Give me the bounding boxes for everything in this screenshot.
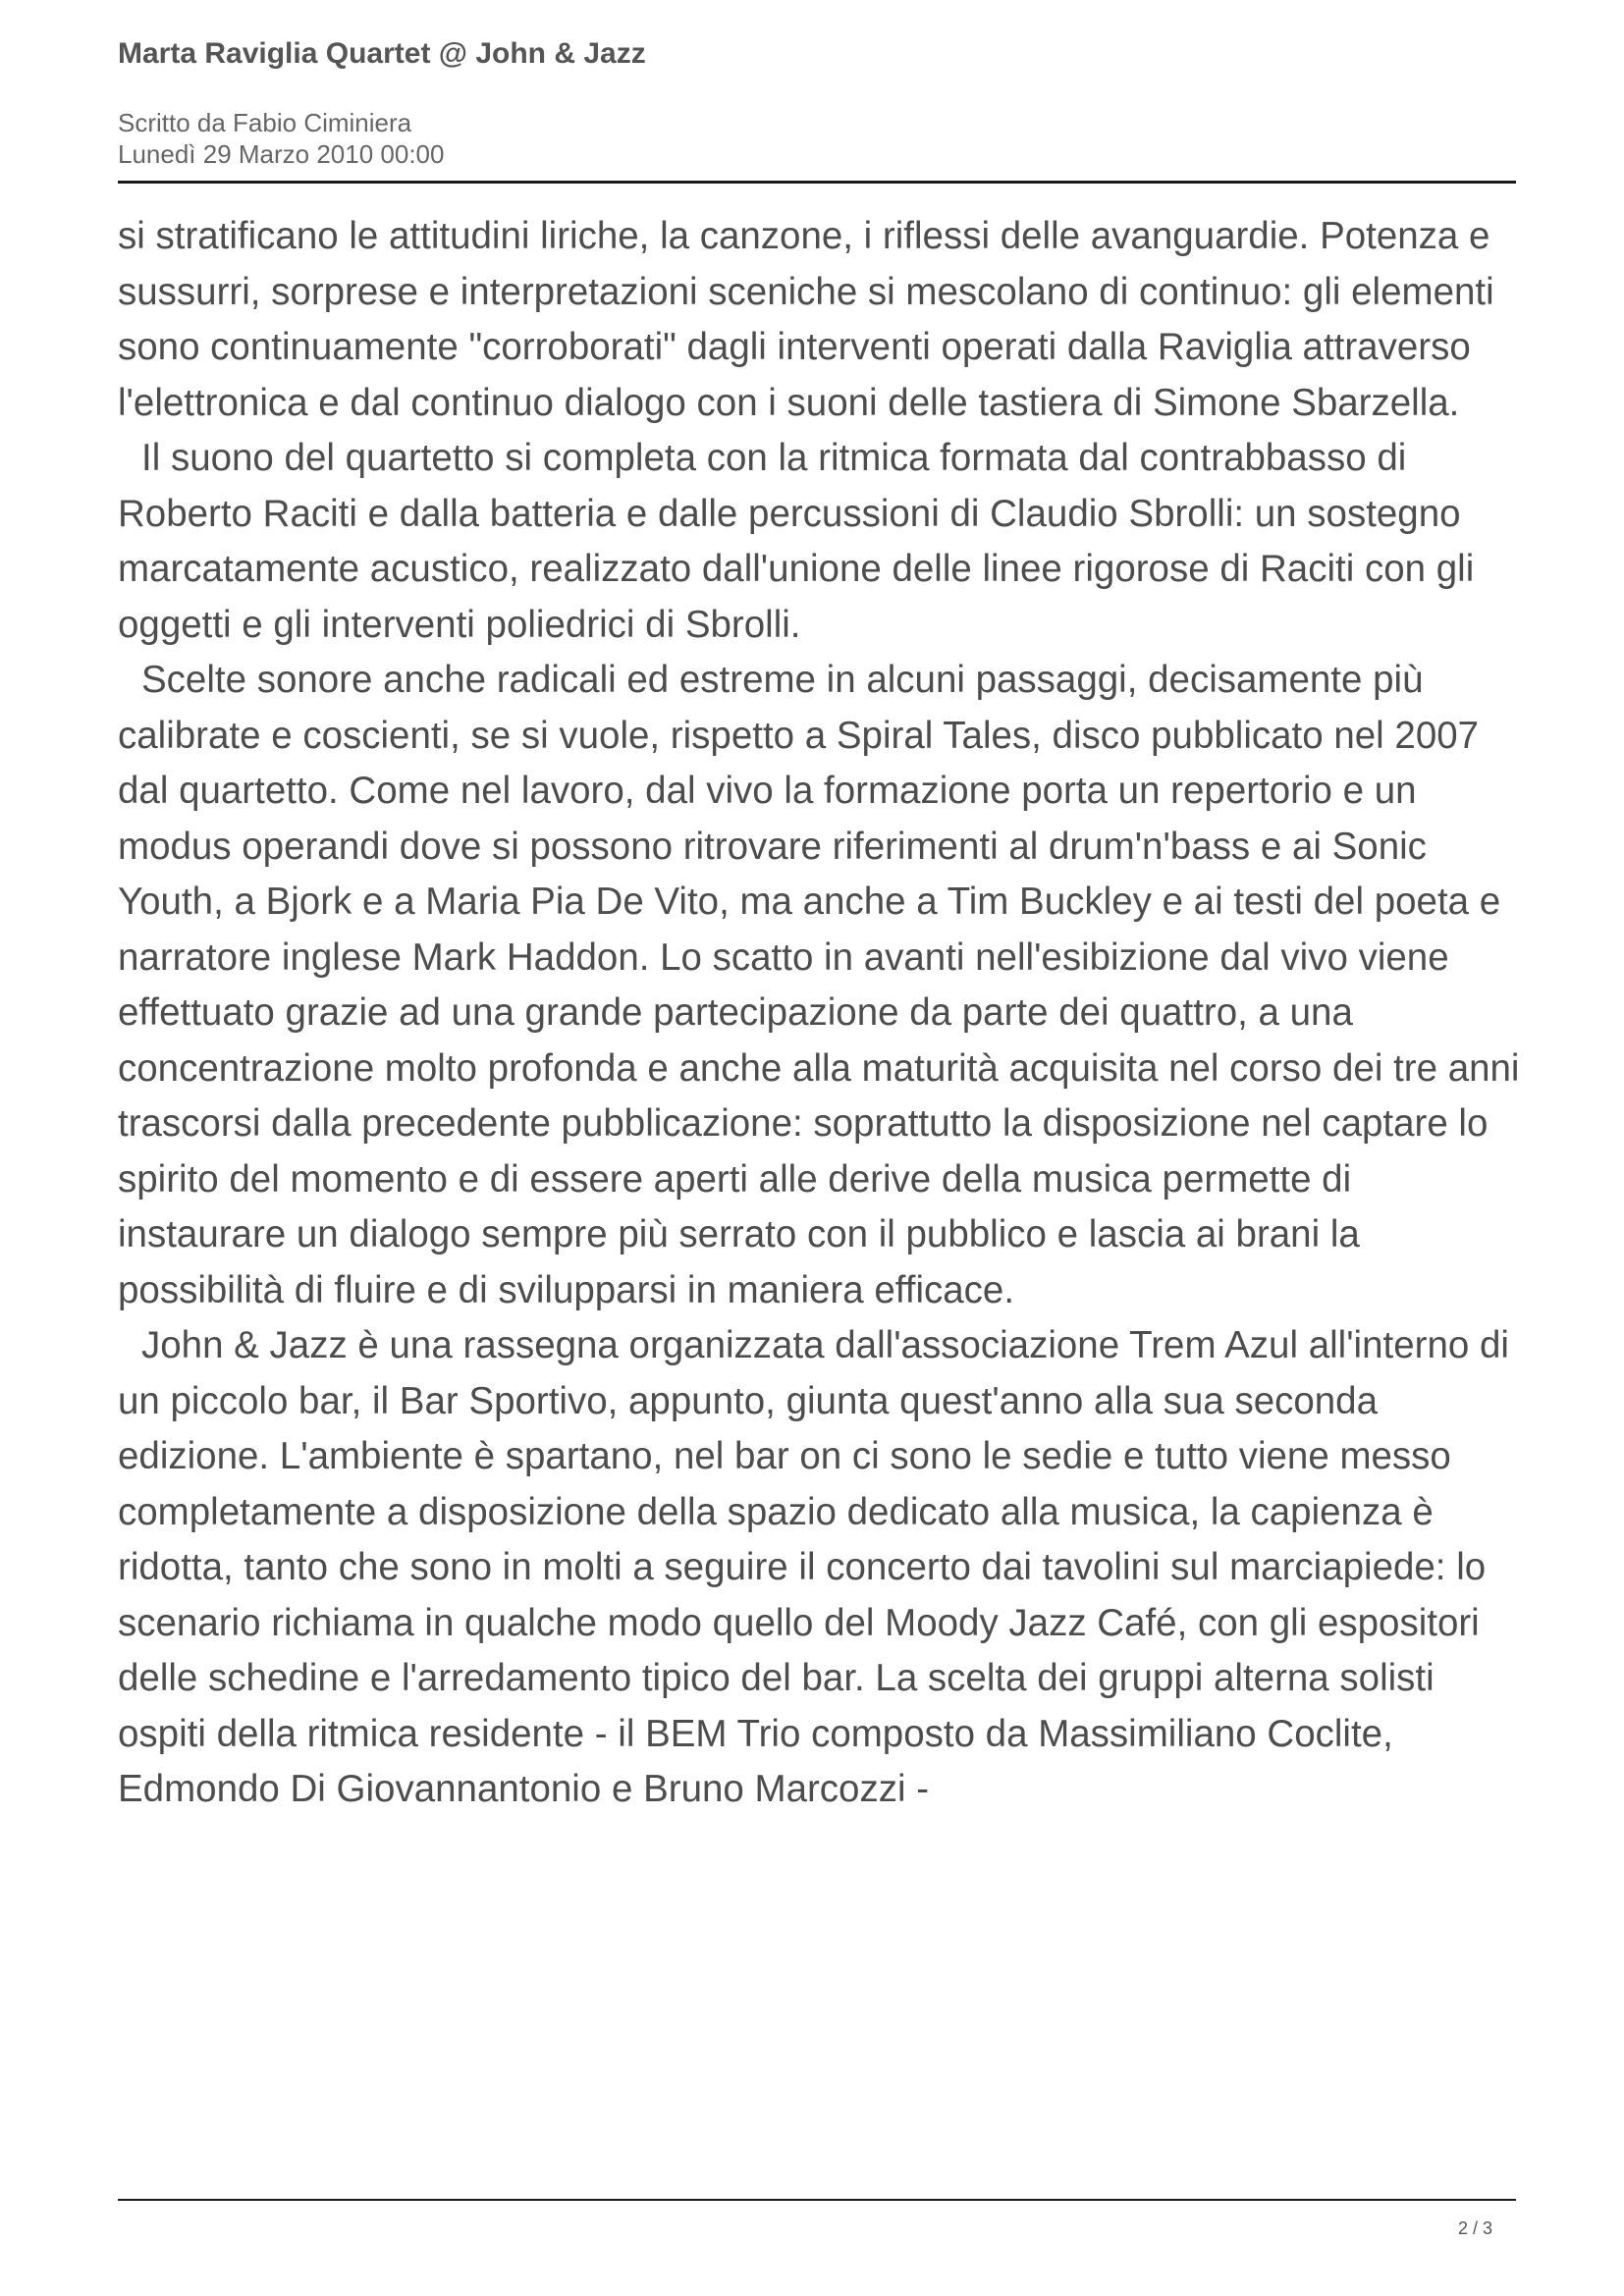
body-paragraph-1: si stratificano le attitudini liriche, la canzone, i riflessi delle avanguardie. Potenza e sussurri, sorprese e interpretazioni sceniche si mescolano di continuo: gli elementi sono continuamente "corroborati" dagli interventi operati dalla Raviglia attraverso l'elettronica e dal continuo dialogo con i suoni delle tastiera di Simone Sbarzella. [118, 215, 1494, 424]
body-paragraph-2: Il suono del quartetto si completa con la ritmica formata dal contrabbasso di Roberto Raciti e dalla batteria e dalle percussioni di Claudio Sbrolli: un sostegno marcatamente acustico, realizzato dall'unione delle linee rigorose di Raciti con gli oggetti e gli interventi poliedrici di Sbrolli. [118, 437, 1475, 646]
page-number: 2 / 3 [1457, 2218, 1492, 2238]
header-divider [118, 181, 1516, 184]
body-paragraph-4: John & Jazz è una rassegna organizzata dall'associazione Trem Azul all'interno di un piccolo bar, il Bar Sportivo, appunto, giunta quest'anno alla sua seconda edizione. L'ambiente è spartano, nel bar on ci sono le sedie e tutto viene messo completamente a disposizione della spazio dedicato alla musica, la capienza è ridotta, tanto che sono in molti a seguire il concerto dai tavolini sul marciapiede: lo scenario richiama in qualche modo quello del Moody Jazz Café, con gli espositori delle schedine e l'arredamento tipico del bar. La scelta dei gruppi alterna solisti ospiti della ritmica residente - il BEM Trio composto da Massimiliano Coclite, Edmondo Di Giovannantonio e Bruno Marcozzi - [118, 1324, 1509, 1810]
body-paragraph-3: Scelte sonore anche radicali ed estreme in alcuni passaggi, decisamente più calibrate e coscienti, se si vuole, rispetto a Spiral Tales, disco pubblicato nel 2007 dal quartetto. Come nel lavoro, dal vivo la formazione porta un repertorio e un modus operandi dove si possono ritrovare riferimenti al drum'n'bass e ai Sonic Youth, a Bjork e a Maria Pia De Vito, ma anche a Tim Buckley e ai testi del poeta e narratore inglese Mark Haddon. Lo scatto in avanti nell'esibizione dal vivo viene effettuato grazie ad una grande partecipazione da parte dei quattro, a una concentrazione molto profonda e anche alla maturità acquisita nel corso dei tre anni trascorsi dalla precedente pubblicazione: soprattutto la disposizione nel captare lo spirito del momento e di essere aperti alle derive della musica permette di instaurare un dialogo sempre più serrato con il pubblico e lascia ai brani la possibilità di fluire e di svilupparsi in maniera efficace. [118, 659, 1520, 1311]
article-body [118, 209, 1522, 1818]
article-date: Lunedì 29 Marzo 2010 00:00 [118, 139, 445, 169]
footer-divider [118, 2199, 1516, 2201]
article-author: Scritto da Fabio Ciminiera [118, 108, 412, 137]
article-title: Marta Raviglia Quartet @ John & Jazz [118, 37, 646, 70]
